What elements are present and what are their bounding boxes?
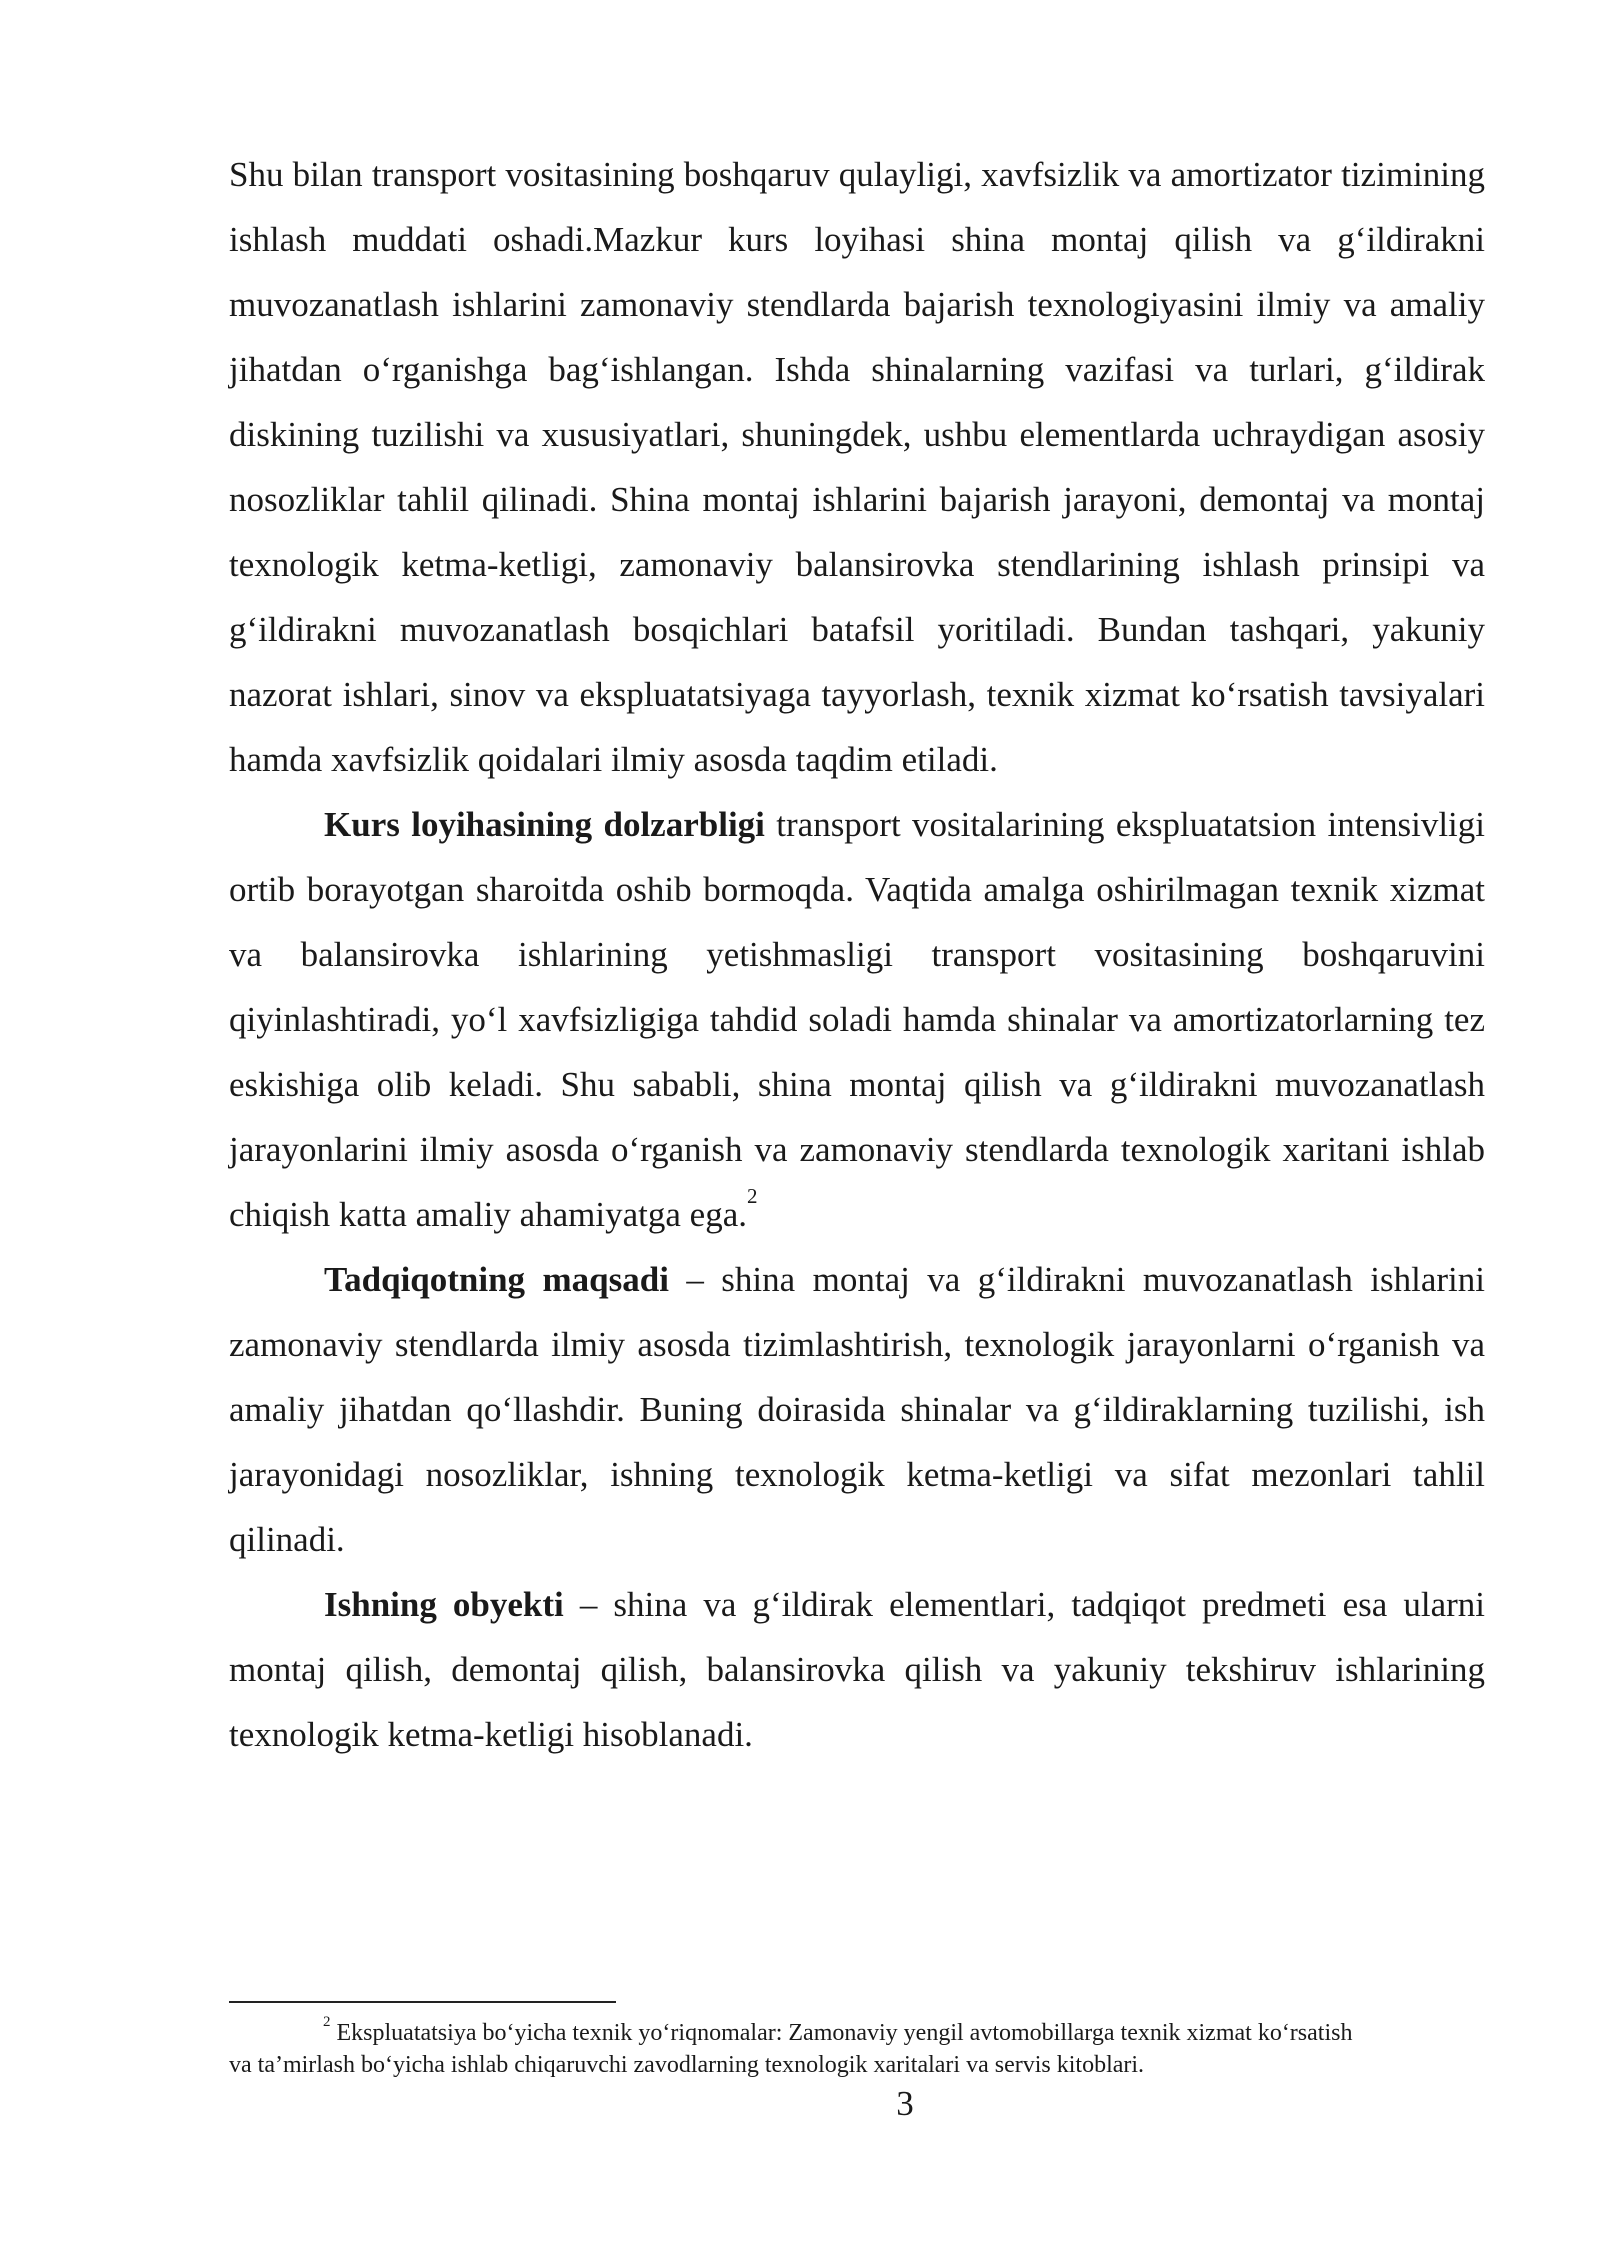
footnote-reference: 2 — [747, 1184, 758, 1208]
footnote — [229, 2014, 1485, 2081]
relevance-paragraph — [229, 792, 1485, 1247]
goal-paragraph — [229, 1247, 1485, 1572]
body-text — [229, 142, 1485, 1767]
footnote-line-1 — [229, 2014, 1485, 2049]
footnote-text-1: Ekspluatatsiya bo‘yicha texnik yo‘riqnomalar: Zamonaviy yengil avtomobillarga texnik xizmat ko‘rsatish — [330, 2020, 1353, 2046]
intro-paragraph: Shu bilan transport vositasining boshqaruv qulayligi, xavfsizlik va amortizator tizimining ishlash muddati oshadi.Mazkur kurs loyihasi shina montaj qilish va g‘ildirakni muvozanatlash ishlarini zamonaviy stendlarda bajarish texnologiyasini ilmiy va amaliy jihatdan o‘rganishga bag‘ishlangan. Ishda shinalarning vazifasi va turlari, g‘ildirak diskining tuzilishi va xususiyatlari, shuningdek, ushbu elementlarda uchraydigan asosiy nosozliklar tahlil qilinadi. Shina montaj ishlarini bajarish jarayoni, demontaj va montaj texnologik ketma-ketligi, zamonaviy balansirovka stendlarining ishlash prinsipi va g‘ildirakni muvozanatlash bosqichlari batafsil yoritiladi. Bundan tashqari, yakuniy nazorat ishlari, sinov va ekspluatatsiyaga tayyorlash, texnik xizmat ko‘rsatish tavsiyalari hamda xavfsizlik qoidalari ilmiy asosda taqdim etiladi. — [229, 155, 1485, 779]
relevance-text: transport vositalarining ekspluatatsion intensivligi ortib borayotgan sharoitda oshib bormoqda. Vaqtida amalga oshirilmagan texnik xizmat va balansirovka ishlarining yetishmasligi transport vositasining boshqaruvini qiyinlashtiradi, yo‘l xavfsizligiga tahdid soladi hamda shinalar va amortizatorlarning tez eskishiga olib keladi. Shu sababli, shina montaj qilish va g‘ildirakni muvozanatlash jarayonlarini ilmiy asosda o‘rganish va zamonaviy stendlarda texnologik xaritani ishlab chiqish katta amaliy ahamiyatga ega. — [229, 805, 1486, 1234]
relevance-term: Kurs loyihasining dolzarbligi — [324, 805, 765, 844]
goal-term: Tadqiqotning maqsadi — [324, 1260, 669, 1299]
footnote-line-2: va ta’mirlash bo‘yicha ishlab chiqaruvchi zavodlarning texnologik xaritalari va servis kitoblari. — [229, 2052, 1145, 2078]
object-paragraph — [229, 1572, 1485, 1767]
goal-text: – shina montaj va g‘ildirakni muvozanatlash ishlarini zamonaviy stendlarda ilmiy asosda tizimlashtirish, texnologik jarayonlarni o‘rganish va amaliy jihatdan qo‘llashdir. Buning doirasida shinalar va g‘ildiraklarning tuzilishi, ish jarayonidagi nosozliklar, ishning texnologik ketma-ketligi va sifat mezonlari tahlil qilinadi. — [229, 1260, 1485, 1559]
footnote-divider — [229, 2001, 616, 2003]
footnote-number: 2 — [323, 2014, 331, 2030]
object-text: – shina va g‘ildirak elementlari, tadqiqot predmeti esa ularni montaj qilish, demontaj qilish, balansirovka qilish va yakuniy tekshiruv ishlarining texnologik ketma-ketligi hisoblanadi. — [229, 1585, 1485, 1754]
page-number: 3 — [896, 2084, 914, 2123]
object-term: Ishning obyekti — [324, 1585, 564, 1624]
